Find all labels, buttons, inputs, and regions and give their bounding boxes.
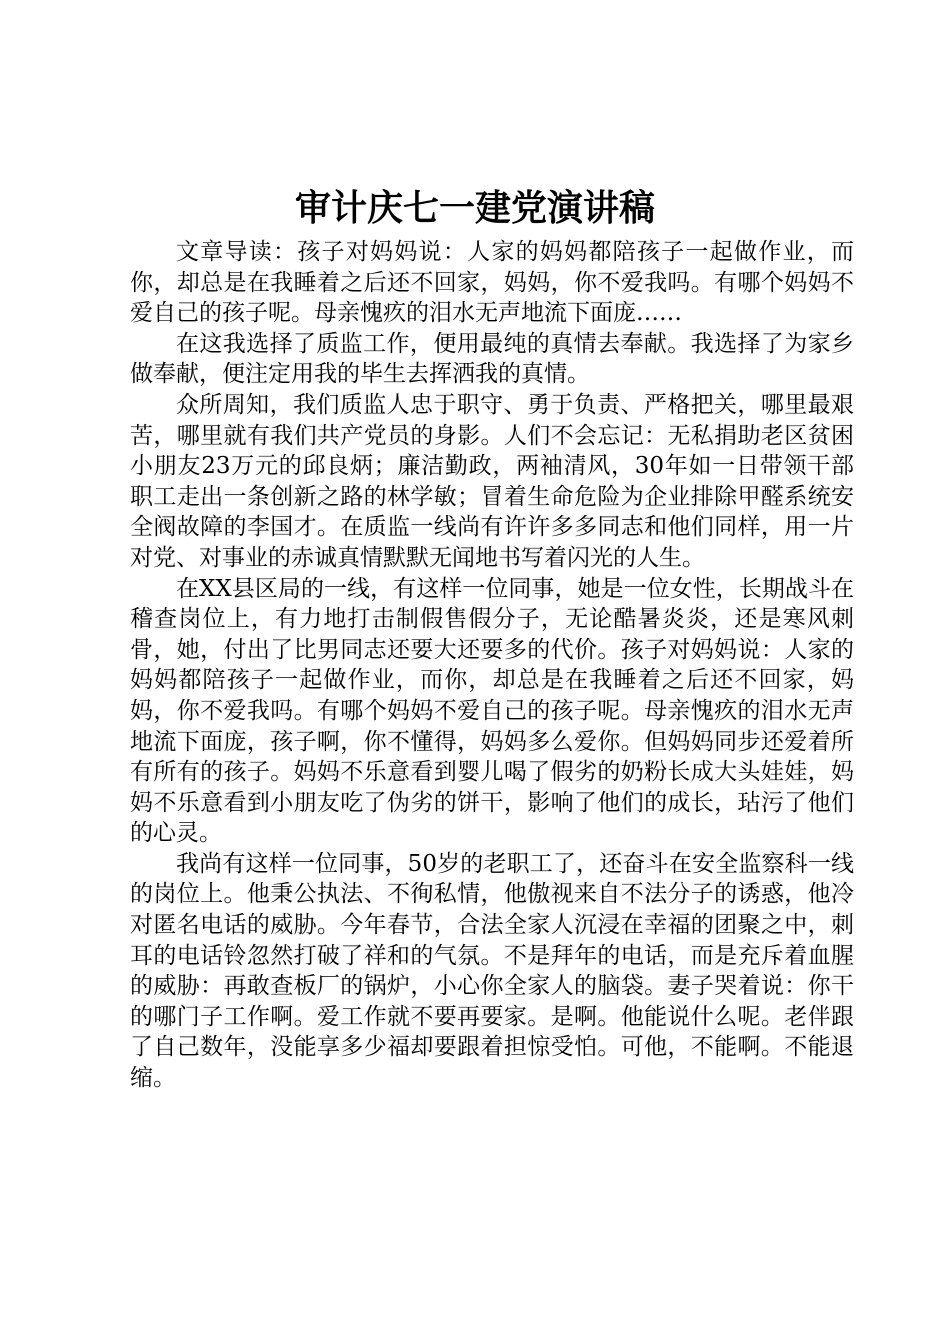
paragraph: 在这我选择了质监工作，便用最纯的真情去奉献。我选择了为家乡做奉献，便注定用我的毕生去挥洒我的真情。 (130, 330, 854, 388)
paragraph: 我尚有这样一位同事，50岁的老职工了，还奋斗在安全监察科一线的岗位上。他秉公执法、不徇私情，他傲视来自不法分子的诱惑，他冷对匿名电话的威胁。今年春节，合法全家人沉浸在幸福的团聚之中，刺耳的电话铃忽然打破了祥和的气氛。不是拜年的电话，而是充斥着血腥的威胁：再敢查板厂的锅炉，小心你全家人的脑袋。妻子哭着说：你干的哪门子工作啊。爱工作就不要再要家。是啊。他能说什么呢。老伴跟了自己数年，没能享多少福却要跟着担惊受怕。可他，不能啊。不能退缩。 (130, 850, 854, 1092)
paragraph: 在XX县区局的一线，有这样一位同事，她是一位女性，长期战斗在稽查岗位上，有力地打击制假售假分子，无论酷暑炎炎，还是寒风刺骨，她，付出了比男同志还要大还要多的代价。孩子对妈妈说：人家的妈妈都陪孩子一起做作业，而你，却总是在我睡着之后还不回家，妈妈，你不爱我吗。有哪个妈妈不爱自己的孩子呢。母亲愧疚的泪水无声地流下面庞，孩子啊，你不懂得，妈妈多么爱你。但妈妈同步还爱着所有所有的孩子。妈妈不乐意看到婴儿喝了假劣的奶粉长成大头娃娃，妈妈不乐意看到小朋友吃了伪劣的饼干，影响了他们的成长，玷污了他们的心灵。 (130, 575, 854, 847)
document-title: 审计庆七一建党演讲稿 (294, 187, 655, 229)
paragraph-intro: 文章导读：孩子对妈妈说：人家的妈妈都陪孩子一起做作业，而你，却总是在我睡着之后还不回家，妈妈，你不爱我吗。有哪个妈妈不爱自己的孩子呢。母亲愧疚的泪水无声地流下面庞…… (130, 239, 854, 327)
paragraph: 众所周知，我们质监人忠于职守、勇于负责、严格把关，哪里最艰苦，哪里就有我们共产党员的身影。人们不会忘记：无私捐助老区贫困小朋友23万元的邱良炳；廉洁勤政，两袖清风，30年如一日带领干部职工走出一条创新之路的林学敏；冒着生命危险为企业排除甲醛系统安全阀故障的李国才。在质监一线尚有许许多多同志和他们同样，用一片对党、对事业的赤诚真情默默无闻地书写着闪光的人生。 (130, 391, 854, 571)
document-body (130, 237, 854, 1094)
